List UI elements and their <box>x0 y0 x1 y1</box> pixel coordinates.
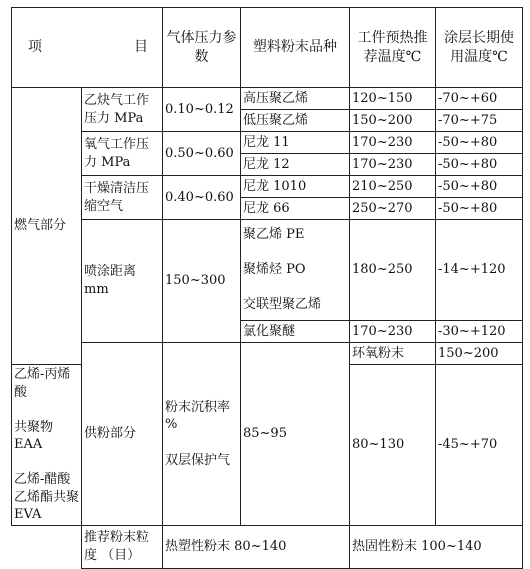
service-temp-cell: -70~+75 <box>436 110 523 132</box>
oxygen-pressure-label: 氧气工作压力 MPa <box>82 132 163 176</box>
table-row <box>12 88 523 110</box>
dry-air-value: 0.40~0.60 <box>163 176 241 220</box>
preheat-temp-cell: 250~270 <box>350 198 436 220</box>
preheat-temp-cell: 170~230 <box>350 154 436 176</box>
powder-name: 聚烯烃 PO <box>243 262 306 278</box>
preheat-temp-cell: 210~250 <box>350 176 436 198</box>
preheat-temp-cell: 170~230 <box>350 321 436 343</box>
thermoset-particle-size: 热固性粉末 100~140 <box>350 525 523 568</box>
powder-type-cell: 氯化聚醚 <box>241 321 350 343</box>
acetylene-pressure-value: 0.10~0.12 <box>163 88 241 132</box>
service-temp-cell: -30~+120 <box>436 321 523 343</box>
header-powder-type: 塑料粉末品种 <box>241 8 350 88</box>
preheat-temp-cell: 170~230 <box>350 132 436 154</box>
preheat-temp-cell: 150~200 <box>436 343 523 365</box>
preheat-temp-cell: 180~250 <box>350 220 436 321</box>
spray-distance-value: 150~300 <box>163 220 241 343</box>
footer-row <box>12 525 523 568</box>
deposition-rate-label: 粉末沉积率 % <box>165 399 231 433</box>
powder-type-cell: 高压聚乙烯 <box>241 88 350 110</box>
powder-type-cell: 尼龙 66 <box>241 198 350 220</box>
table-row <box>12 343 523 365</box>
thermoplastic-particle-size: 热塑性粉末 80~140 <box>163 525 350 568</box>
service-temp-cell: -50~+80 <box>436 198 523 220</box>
table-row <box>12 176 523 198</box>
preheat-temp-cell: 80~130 <box>350 365 436 526</box>
powder-name: 交联型聚乙烯 <box>243 297 322 313</box>
powder-name: 共聚物 EAA <box>14 419 54 453</box>
particle-size-label: 推荐粉末粒度 （目） <box>82 525 163 568</box>
service-temp-cell: -50~+80 <box>436 176 523 198</box>
powder-name: 聚乙烯 PE <box>243 227 305 243</box>
copolymer-powders-cell <box>12 365 82 526</box>
header-item <box>12 8 163 88</box>
table-row <box>12 220 523 321</box>
acetylene-pressure-label: 乙炔气工作压力 MPa <box>82 88 163 132</box>
service-temp-cell: -14~+120 <box>436 220 523 321</box>
empty-cell <box>12 525 82 568</box>
gas-section-label: 燃气部分 <box>12 88 82 365</box>
header-preheat-temp: 工件预热推荐温度℃ <box>350 8 436 88</box>
service-temp-cell: -70~+60 <box>436 88 523 110</box>
powder-name: 乙烯-醋酸乙烯酯共聚 EVA <box>14 472 80 523</box>
powder-type-cell: 尼龙 12 <box>241 154 350 176</box>
powder-feed-params <box>163 343 241 526</box>
powder-type-cell: 环氧粉末 <box>350 343 436 365</box>
preheat-temp-cell: 150~200 <box>350 110 436 132</box>
powder-name: 乙烯-丙烯酸 <box>14 367 71 400</box>
oxygen-pressure-value: 0.50~0.60 <box>163 132 241 176</box>
powder-type-cell: 尼龙 11 <box>241 132 350 154</box>
header-item-char-1: 项 <box>28 39 42 56</box>
service-temp-cell: -50~+80 <box>436 132 523 154</box>
spray-distance-label: 喷涂距离 mm <box>82 220 163 343</box>
header-gas-pressure: 气体压力参数 <box>163 8 241 88</box>
table-row <box>12 132 523 154</box>
powder-type-cell: 低压聚乙烯 <box>241 110 350 132</box>
header-service-temp: 涂层长期使用温度℃ <box>436 8 523 88</box>
header-item-char-2: 目 <box>134 39 148 56</box>
service-temp-cell: -50~+80 <box>436 154 523 176</box>
spray-coating-spec-table <box>11 7 523 569</box>
header-row <box>12 8 523 88</box>
shield-gas-label: 双层保护气 <box>165 452 231 468</box>
powder-section-label: 供粉部分 <box>82 343 163 526</box>
polyolefin-powders-cell <box>241 220 350 321</box>
dry-air-label: 干燥清洁压缩空气 <box>82 176 163 220</box>
deposition-rate-value: 85~95 <box>241 343 350 526</box>
powder-type-cell: 尼龙 1010 <box>241 176 350 198</box>
preheat-temp-cell: 120~150 <box>350 88 436 110</box>
service-temp-cell: -45~+70 <box>436 365 523 526</box>
